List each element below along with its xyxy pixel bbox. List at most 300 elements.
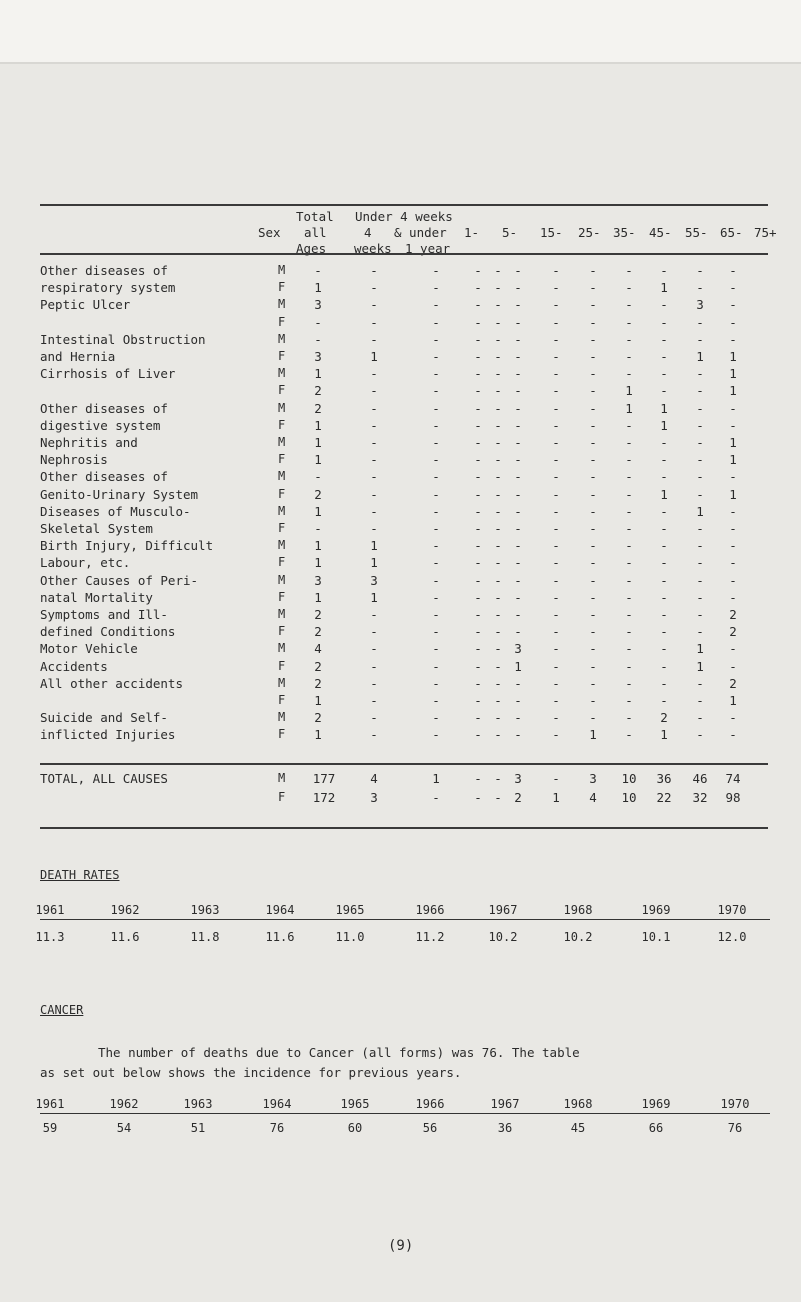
table-cell: - [432, 555, 440, 571]
table-cell: - [514, 280, 522, 296]
table-cell: 1 [729, 435, 737, 450]
table-cell: - [729, 469, 737, 485]
table-cell: - [696, 589, 704, 605]
table-cell: - [474, 452, 482, 468]
table-cell: - [552, 675, 560, 691]
table-cell: - [625, 417, 633, 433]
table-cell: - [370, 710, 378, 726]
death-rate-value: 11.2 [415, 930, 445, 944]
table-cell: - [370, 658, 378, 674]
table-cell: - [589, 263, 597, 278]
table-cell: - [696, 675, 704, 691]
totals-cell: 74 [725, 771, 741, 786]
table-cell: - [696, 572, 704, 588]
table-cell: 3 [514, 641, 522, 657]
table-cell: - [696, 693, 704, 708]
table-cell: - [370, 383, 378, 399]
table-cell: 3 [370, 572, 378, 588]
table-cell: - [370, 263, 378, 278]
table-cell: - [729, 710, 737, 726]
table-cell: - [625, 727, 633, 743]
table-cell: - [432, 417, 440, 433]
table-cell: - [474, 400, 482, 416]
table-cell: - [494, 555, 502, 571]
row-sex: M [278, 263, 286, 277]
table-cell: - [625, 572, 633, 588]
table-cell: - [494, 727, 502, 743]
table-cell: - [625, 503, 633, 519]
table-cell: - [494, 693, 502, 708]
cancer-value: 51 [190, 1121, 206, 1135]
table-cell: 1 [370, 589, 378, 605]
table-cell: - [589, 503, 597, 519]
cancer-year: 1968 [563, 1097, 593, 1111]
table-cell: - [314, 263, 322, 278]
table-cell: - [514, 710, 522, 726]
totals-cell: - [552, 771, 560, 786]
table-cell: - [696, 435, 704, 450]
table-cell: - [625, 658, 633, 674]
table-cell: - [660, 263, 668, 278]
totals-cell: 3 [589, 771, 597, 786]
row-sex: F [278, 555, 286, 570]
death-rate-value: 10.1 [641, 930, 671, 944]
table-cell: - [514, 366, 522, 382]
row-label: Nephritis and [40, 435, 138, 450]
table-cell: - [474, 555, 482, 571]
table-cell: - [552, 280, 560, 296]
row-sex: F [278, 280, 286, 295]
table-cell: - [625, 452, 633, 468]
table-cell: - [514, 435, 522, 450]
totals-label: TOTAL, ALL CAUSES [40, 771, 168, 786]
table-cell: - [514, 383, 522, 399]
row-sex: F [278, 727, 286, 742]
table-cell: - [514, 349, 522, 364]
table-cell: - [625, 331, 633, 347]
row-label: natal Mortality [40, 589, 153, 605]
death-rate-year: 1966 [415, 903, 445, 917]
table-cell: - [589, 400, 597, 416]
cancer-value: 36 [497, 1121, 513, 1135]
table-cell: - [660, 452, 668, 468]
table-cell: 1 [660, 486, 668, 502]
table-cell: 2 [314, 675, 322, 691]
table-cell: - [432, 675, 440, 691]
table-cell: - [552, 693, 560, 708]
table-cell: - [432, 349, 440, 364]
table-cell: - [474, 435, 482, 450]
row-sex: M [278, 297, 286, 312]
cancer-year: 1969 [641, 1097, 671, 1111]
table-cell: - [625, 538, 633, 554]
table-cell: - [370, 366, 378, 382]
table-cell: - [552, 589, 560, 605]
cancer-value: 45 [570, 1121, 586, 1135]
cancer-text-line-1: The number of deaths due to Cancer (all forms) was 76. The table [98, 1045, 580, 1060]
death-rates-underline [40, 919, 770, 920]
death-rate-value: 11.8 [190, 930, 220, 944]
table-cell: - [589, 366, 597, 382]
table-cell: - [474, 349, 482, 364]
table-cell: - [432, 658, 440, 674]
table-cell: - [370, 417, 378, 433]
table-cell: - [660, 314, 668, 330]
table-cell: 1 [314, 693, 322, 708]
header-col-9: 45- [649, 225, 672, 240]
table-cell: - [432, 589, 440, 605]
table-cell: - [432, 607, 440, 622]
table-cell: - [625, 297, 633, 313]
table-cell: - [474, 589, 482, 605]
row-label: Labour, etc. [40, 555, 131, 571]
table-cell: - [660, 675, 668, 691]
header-col-3: & under [394, 225, 447, 240]
table-cell: 3 [696, 297, 704, 313]
table-cell: - [432, 331, 440, 347]
table-cell: 3 [314, 349, 322, 364]
table-cell: - [696, 366, 704, 382]
table-cell: - [474, 538, 482, 554]
row-sex: M [278, 538, 286, 553]
table-cell: - [552, 607, 560, 622]
table-cell: - [432, 383, 440, 399]
table-cell: 1 [729, 452, 737, 468]
table-cell: - [552, 331, 560, 347]
table-cell: - [696, 314, 704, 330]
table-cell: - [552, 297, 560, 313]
table-cell: - [494, 503, 502, 519]
table-cell: - [494, 675, 502, 691]
table-cell: - [494, 349, 502, 364]
death-rate-year: 1969 [641, 903, 671, 917]
death-rate-value: 11.0 [335, 930, 365, 944]
header-col-7: 25- [578, 225, 601, 240]
table-cell: - [625, 349, 633, 364]
death-rate-value: 11.6 [265, 930, 295, 944]
header-col-4: 1- [464, 225, 480, 240]
table-cell: 2 [729, 675, 737, 691]
table-cell: - [589, 589, 597, 605]
death-rate-year: 1962 [110, 903, 140, 917]
table-cell: 1 [696, 349, 704, 364]
table-cell: - [552, 349, 560, 364]
row-sex: M [278, 607, 286, 621]
table-cell: - [552, 452, 560, 468]
table-cell: - [729, 521, 737, 536]
table-cell: - [696, 555, 704, 571]
row-label: Motor Vehicle [40, 641, 138, 657]
table-cell: 2 [314, 400, 322, 416]
table-cell: - [314, 469, 322, 485]
table-cell: - [589, 675, 597, 691]
table-cell: 2 [314, 658, 322, 674]
row-sex: F [278, 417, 286, 432]
totals-cell: 98 [725, 790, 741, 805]
row-sex: F [278, 314, 286, 329]
table-cell: - [729, 417, 737, 433]
table-cell: - [589, 297, 597, 313]
table-cell: - [552, 658, 560, 674]
table-cell: - [514, 727, 522, 743]
table-cell: - [474, 263, 482, 278]
table-cell: - [474, 710, 482, 726]
table-cell: - [589, 624, 597, 640]
table-cell: - [494, 538, 502, 554]
cancer-year: 1964 [262, 1097, 292, 1111]
cancer-year: 1966 [415, 1097, 445, 1111]
table-cell: - [370, 727, 378, 743]
table-cell: - [432, 521, 440, 536]
header-col-1: all [304, 225, 327, 240]
table-cell: - [494, 452, 502, 468]
row-sex: M [278, 710, 286, 725]
table-cell: - [729, 572, 737, 588]
table-cell: - [552, 263, 560, 278]
table-cell: - [589, 710, 597, 726]
table-cell: - [474, 314, 482, 330]
table-cell: - [370, 469, 378, 485]
table-cell: 1 [660, 400, 668, 416]
table-cell: - [514, 624, 522, 640]
table-cell: 1 [370, 555, 378, 571]
table-cell: 2 [729, 624, 737, 640]
table-cell: - [474, 383, 482, 399]
table-cell: - [696, 624, 704, 640]
cancer-value: 76 [269, 1121, 285, 1135]
table-cell: - [552, 314, 560, 330]
totals-sex: F [278, 790, 286, 804]
totals-top-rule [40, 763, 768, 765]
table-cell: - [589, 280, 597, 296]
death-rate-year: 1968 [563, 903, 593, 917]
totals-sex: M [278, 771, 286, 785]
table-cell: - [589, 417, 597, 433]
cancer-text-line-2: as set out below shows the incidence for previous years. [40, 1065, 462, 1080]
table-cell: - [474, 469, 482, 485]
table-cell: - [625, 435, 633, 450]
table-cell: - [514, 486, 522, 502]
table-cell: - [494, 521, 502, 536]
cancer-value: 56 [422, 1121, 438, 1135]
table-cell: 1 [370, 349, 378, 364]
table-cell: - [589, 383, 597, 399]
death-rate-year: 1961 [35, 903, 65, 917]
table-cell: - [589, 314, 597, 330]
table-cell: - [514, 417, 522, 433]
table-cell: - [696, 710, 704, 726]
row-sex: F [278, 383, 286, 398]
table-cell: - [696, 521, 704, 536]
table-cell: - [552, 503, 560, 519]
totals-cell: - [474, 771, 482, 786]
table-cell: - [660, 331, 668, 347]
table-cell: - [625, 710, 633, 726]
table-cell: - [552, 521, 560, 536]
table-cell: - [625, 486, 633, 502]
table-cell: - [552, 538, 560, 554]
table-cell: 2 [314, 486, 322, 502]
table-cell: - [625, 589, 633, 605]
row-label: digestive system [40, 417, 161, 433]
table-cell: - [494, 383, 502, 399]
table-cell: - [589, 607, 597, 622]
table-cell: - [514, 297, 522, 313]
death-rates-heading: DEATH RATES [40, 868, 120, 882]
table-cell: - [660, 624, 668, 640]
table-cell: - [514, 589, 522, 605]
death-rate-year: 1965 [335, 903, 365, 917]
table-cell: - [370, 675, 378, 691]
cancer-value: 54 [116, 1121, 132, 1135]
table-cell: - [729, 589, 737, 605]
table-cell: 1 [314, 280, 322, 296]
table-cell: - [494, 624, 502, 640]
table-cell: - [552, 727, 560, 743]
table-cell: 2 [660, 710, 668, 726]
table-cell: - [494, 607, 502, 622]
row-sex: M [278, 572, 286, 587]
table-cell: - [474, 280, 482, 296]
death-rate-year: 1967 [488, 903, 518, 917]
table-cell: - [660, 658, 668, 674]
table-cell: - [696, 400, 704, 416]
table-cell: - [552, 624, 560, 640]
totals-cell: 172 [312, 790, 336, 805]
table-cell: - [370, 521, 378, 536]
table-cell: - [370, 641, 378, 657]
table-cell: - [660, 521, 668, 536]
table-cell: - [552, 383, 560, 399]
table-cell: - [432, 538, 440, 554]
table-cell: - [660, 589, 668, 605]
table-cell: 1 [314, 452, 322, 468]
row-sex: M [278, 331, 286, 346]
table-cell: - [514, 572, 522, 588]
table-cell: - [370, 607, 378, 622]
table-cell: - [696, 383, 704, 399]
totals-cell: 10 [621, 771, 637, 786]
table-top-rule [40, 204, 768, 206]
table-cell: - [589, 572, 597, 588]
cancer-underline [40, 1113, 770, 1114]
table-cell: - [589, 693, 597, 708]
table-cell: - [589, 658, 597, 674]
table-cell: - [432, 624, 440, 640]
table-cell: - [660, 607, 668, 622]
table-cell: - [729, 641, 737, 657]
totals-cell: - [494, 771, 502, 786]
table-cell: 1 [696, 503, 704, 519]
table-cell: - [474, 503, 482, 519]
table-cell: - [494, 658, 502, 674]
table-cell: - [432, 486, 440, 502]
table-cell: - [474, 297, 482, 313]
row-label: Intestinal Obstruction [40, 331, 206, 347]
table-cell: - [474, 607, 482, 622]
table-cell: - [696, 486, 704, 502]
table-cell: - [494, 641, 502, 657]
table-cell: - [370, 693, 378, 708]
table-cell: - [474, 521, 482, 536]
row-sex: M [278, 366, 286, 381]
row-label: Other diseases of [40, 263, 168, 278]
row-sex: M [278, 435, 286, 449]
header-total: Total [296, 209, 334, 224]
totals-cell: - [474, 790, 482, 805]
row-sex: M [278, 675, 286, 690]
cancer-value: 60 [347, 1121, 363, 1135]
row-label: and Hernia [40, 349, 116, 364]
row-label: Cirrhosis of Liver [40, 366, 176, 382]
table-cell: - [660, 349, 668, 364]
table-cell: - [474, 675, 482, 691]
table-cell: - [514, 503, 522, 519]
table-cell: - [696, 417, 704, 433]
table-cell: - [729, 538, 737, 554]
table-cell: 1 [314, 727, 322, 743]
row-sex: F [278, 624, 286, 639]
table-cell: - [514, 538, 522, 554]
row-sex: F [278, 693, 286, 707]
table-cell: - [696, 727, 704, 743]
table-cell: - [432, 469, 440, 485]
table-cell: 1 [729, 693, 737, 708]
row-sex: F [278, 658, 286, 673]
row-sex: F [278, 349, 286, 363]
table-cell: - [474, 727, 482, 743]
table-cell: - [625, 366, 633, 382]
table-cell: - [589, 555, 597, 571]
table-cell: - [370, 400, 378, 416]
header-col-0: Sex [258, 225, 281, 240]
table-cell: - [314, 314, 322, 330]
table-cell: - [589, 521, 597, 536]
table-cell: - [696, 469, 704, 485]
death-rate-value: 10.2 [488, 930, 518, 944]
table-cell: - [625, 314, 633, 330]
row-label: Diseases of Musculo- [40, 503, 191, 519]
table-cell: - [660, 538, 668, 554]
table-cell: - [432, 641, 440, 657]
table-cell: - [625, 693, 633, 708]
table-cell: - [625, 641, 633, 657]
table-cell: 2 [314, 383, 322, 399]
table-cell: - [514, 452, 522, 468]
table-cell: - [552, 400, 560, 416]
table-cell: - [660, 555, 668, 571]
totals-cell: 32 [692, 790, 708, 805]
table-cell: 1 [314, 538, 322, 554]
table-cell: - [494, 263, 502, 278]
table-cell: - [474, 366, 482, 382]
table-cell: - [552, 555, 560, 571]
table-cell: 1 [696, 641, 704, 657]
table-cell: - [552, 641, 560, 657]
cancer-year: 1962 [109, 1097, 139, 1111]
table-cell: - [370, 452, 378, 468]
table-cell: - [370, 297, 378, 313]
table-cell: - [370, 314, 378, 330]
table-cell: - [432, 435, 440, 450]
table-cell: - [589, 486, 597, 502]
header-col-10: 55- [685, 225, 708, 240]
table-cell: 1 [660, 417, 668, 433]
header-col-2: 4 [364, 225, 372, 240]
table-cell: - [314, 521, 322, 536]
header-1-year: 1 year [405, 241, 451, 256]
table-cell: - [474, 331, 482, 347]
